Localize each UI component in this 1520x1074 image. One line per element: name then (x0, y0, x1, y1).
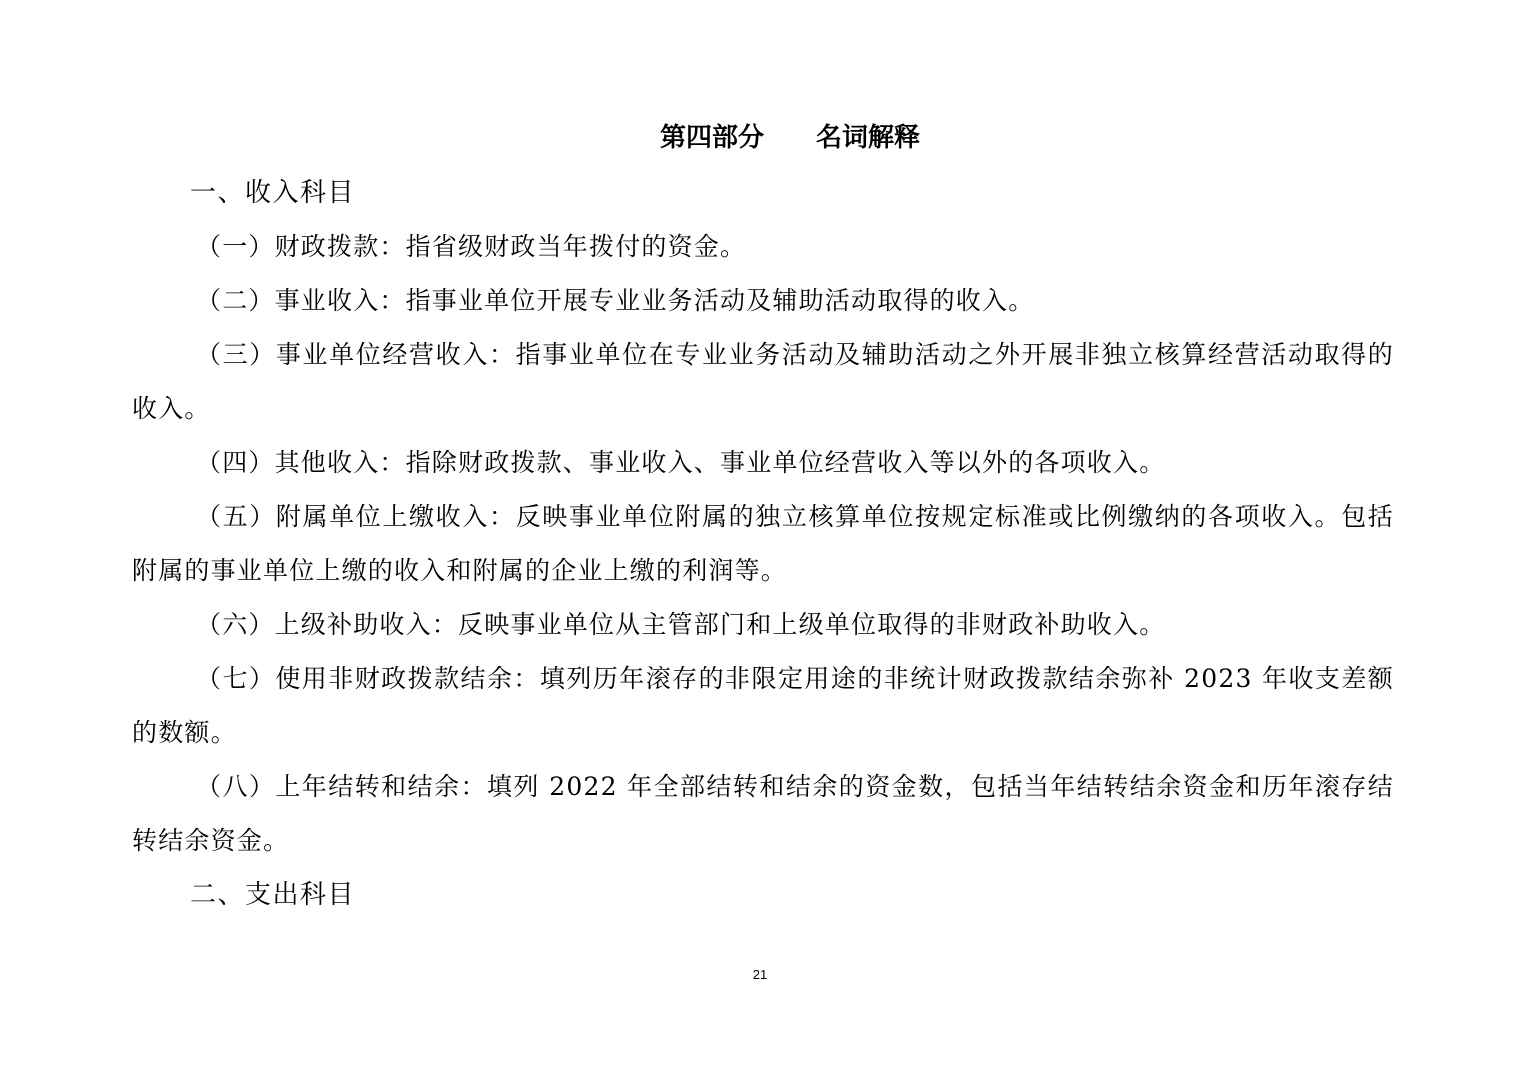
document-body (132, 166, 1394, 922)
paragraph-item-7: （七）使用非财政拨款结余：填列历年滚存的非限定用途的非统计财政拨款结余弥补 2023 年收支差额的数额。 (132, 664, 1394, 747)
paragraph-item-3: （三）事业单位经营收入：指事业单位在专业业务活动及辅助活动之外开展非独立核算经营活动取得的收入。 (132, 340, 1394, 423)
paragraph-item-8: （八）上年结转和结余：填列 2022 年全部结转和结余的资金数，包括当年结转结余资金和历年滚存结转结余资金。 (132, 772, 1394, 855)
section-heading-expenditure: 二、支出科目 (190, 880, 356, 910)
section-heading-income: 一、收入科目 (190, 178, 356, 208)
paragraph-item-4: （四）其他收入：指除财政拨款、事业收入、事业单位经营收入等以外的各项收入。 (196, 448, 1166, 477)
page-title: 第四部分 名词解释 (659, 123, 920, 153)
paragraph-item-2: （二）事业收入：指事业单位开展专业业务活动及辅助活动取得的收入。 (196, 286, 1035, 315)
paragraph-item-6: （六）上级补助收入：反映事业单位从主管部门和上级单位取得的非财政补助收入。 (196, 610, 1166, 639)
paragraph-item-1: （一）财政拨款：指省级财政当年拨付的资金。 (196, 232, 747, 261)
paragraph-item-5: （五）附属单位上缴收入：反映事业单位附属的独立核算单位按规定标准或比例缴纳的各项收入。包括附属的事业单位上缴的收入和附属的企业上缴的利润等。 (132, 502, 1394, 585)
page-number: 21 (752, 967, 768, 982)
